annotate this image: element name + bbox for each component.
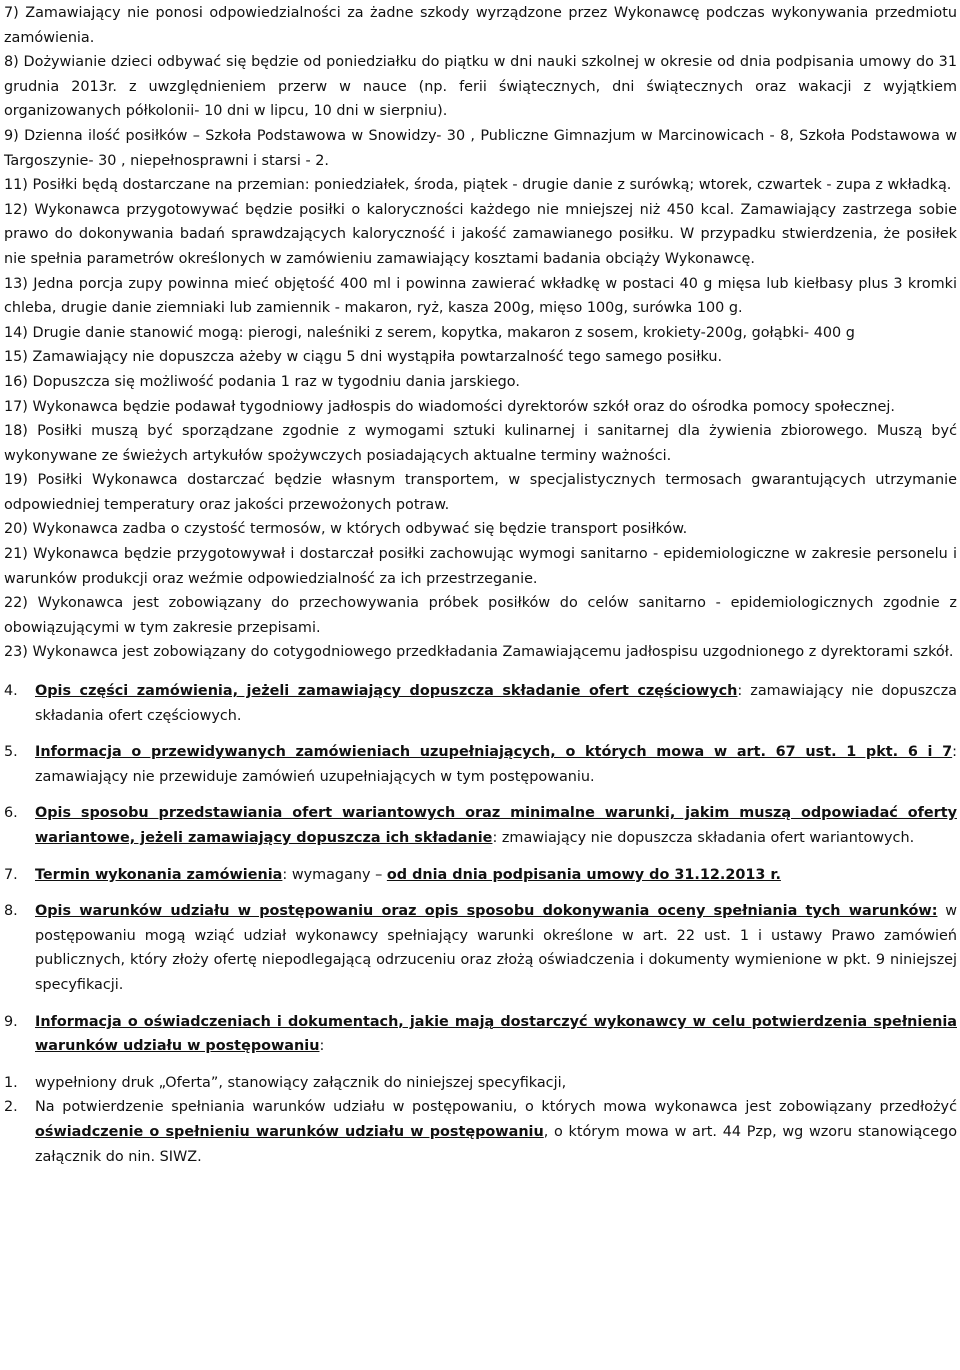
section-title: Termin wykonania zamówienia [35,866,283,883]
section-number: 8. [4,903,18,920]
list-item [4,1071,957,1096]
section-deadline: od dnia dnia podpisania umowy do 31.12.2013 r. [386,866,781,883]
section-4 [4,679,957,728]
list-text: wypełniony druk „Oferta”, stanowiący załącznik do niniejszej specyfikacji, [35,1074,567,1091]
section-title: Informacja o przewidywanych zamówieniach uzupełniających, o których mowa w art. 67 ust. 1 pkt. 6 i 7 [35,744,953,761]
paragraph-11: 11) Posiłki będą dostarczane na przemian: poniedziałek, środa, piątek - drugie danie z surówką; wtorek, czwartek - zupa z wkładką. [4,177,952,194]
list-number: 2. [4,1099,18,1116]
paragraph-12: 12) Wykonawca przygotowywać będzie posiłki o kaloryczności każdego nie mniejszej niż 450 kcal. Zamawiający zastrzega sobie prawo do dokonywania badań sprawdzających kaloryczność i jakość zamawianego posiłku. W przypadku stwierdzenia, że posiłek nie spełnia parametrów określonych w zamówieniu zamawiający kosztami badania obciąży Wykonawcę. [4,201,957,267]
section-title: Opis sposobu przedstawiania ofert wariantowych oraz minimalne warunki, jakim muszą odpowiadać oferty wariantowe, jeżeli zamawiający dopuszcza ich składanie [35,805,957,846]
paragraph-20: 20) Wykonawca zadba o czystość termosów, w których odbywać się będzie transport posiłków. [4,521,688,538]
section-text: : zamawiający nie przewiduje zamówień uzupełniających w tym postępowaniu. [35,744,957,785]
section-8 [4,899,957,997]
paragraph-23: 23) Wykonawca jest zobowiązany do cotygodniowego przedkładania Zamawiającemu jadłospisu uzgodnionego z dyrektorami szkół. [4,644,954,661]
section-9 [4,1010,957,1059]
list-item [4,1095,957,1169]
section-5 [4,740,957,789]
section-title: Opis warunków udziału w postępowaniu oraz opis sposobu dokonywania oceny spełniania tych warunków: [35,903,938,920]
list-text: Na potwierdzenie spełniania warunków udziału w postępowaniu, o których mowa wykonawca jest zobowiązany przedłożyć [35,1099,957,1116]
section-7 [4,863,957,888]
paragraph-21: 21) Wykonawca będzie przygotowywał i dostarczał posiłki zachowując wymogi sanitarno - epidemiologiczne w zakresie personelu i warunków produkcji oraz weźmie odpowiedzialność za ich przestrzeganie. [4,546,957,587]
section-title: Informacja o oświadczeniach i dokumentach, jakie mają dostarczyć wykonawcy w celu potwierdzenia spełnienia warunków udziału w postępowaniu [35,1013,957,1055]
section-text: : wymagany – [282,866,387,883]
paragraph-8: 8) Dożywianie dzieci odbywać się będzie od poniedziałku do piątku w dni nauki szkolnej w okresie od dnia podpisania umowy do 31 grudnia 2013r. z uwzględnieniem przerw w nauce (np. ferii świątecznych, dni świątecznych oraz wakacji z wyjątkiem organizowanych półkolonii- 10 dni w lipcu, 10 dni w sierpniu). [4,54,957,120]
section-6 [4,801,957,850]
paragraph-9: 9) Dzienna ilość posiłków – Szkoła Podstawowa w Snowidzy- 30 , Publiczne Gimnazjum w Marcinowicach - 8, Szkoła Podstawowa w Targoszynie- 30 , niepełnosprawni i starsi - 2. [4,127,957,169]
section-number: 6. [4,805,18,822]
list-text: , o którym mowa w art. 44 Pzp, wg wzoru stanowiącego załącznik do nin. SIWZ. [35,1123,958,1165]
paragraph-7: 7) Zamawiający nie ponosi odpowiedzialności za żadne szkody wyrządzone przez Wykonawcę podczas wykonywania przedmiotu zamówienia. [4,5,957,46]
section-text: w postępowaniu mogą wziąć udział wykonawcy spełniający warunki określone w art. 22 ust. 1 i ustawy Prawo zamówień publicznych, który złoży ofertę niepodlegającą odrzuceniu oraz złożą oświadczenia i dokumenty wymienione w pkt. 9 niniejszej specyfikacji. [35,903,957,993]
conditions-list [4,0,957,665]
paragraph-14: 14) Drugie danie stanowić mogą: pierogi, naleśniki z serem, kopytka, makaron z sosem, krokiety-200g, gołąbki- 400 g [4,324,855,341]
section-title: Opis części zamówienia, jeżeli zamawiający dopuszcza składanie ofert częściowych [35,683,738,700]
section-number: 4. [4,683,18,700]
list-bold-text: oświadczenie o spełnieniu warunków udziału w postępowaniu [35,1123,544,1140]
paragraph-19: 19) Posiłki Wykonawca dostarczać będzie własnym transportem, w specjalistycznych termosach gwarantujących utrzymanie odpowiedniej temperatury oraz jakości przewożonych potraw. [4,472,957,513]
paragraph-18: 18) Posiłki muszą być sporządzane zgodnie z wymogami sztuki kulinarnej i sanitarnej dla żywienia zbiorowego. Muszą być wykonywane ze świeżych artykułów spożywczych posiadających aktualne terminy ważności. [4,423,957,464]
section-number: 5. [4,744,18,761]
section-number: 7. [4,866,18,883]
section-text: : [319,1038,325,1055]
paragraph-16: 16) Dopuszcza się możliwość podania 1 raz w tygodniu dania jarskiego. [4,373,520,390]
section-text: : zamawiający nie dopuszcza składania ofert częściowych. [35,683,957,724]
section-text: : zmawiający nie dopuszcza składania ofert wariantowych. [492,830,915,846]
paragraph-17: 17) Wykonawca będzie podawał tygodniowy jadłospis do wiadomości dyrektorów szkół oraz do ośrodka pomocy społecznej. [4,398,895,415]
list-number: 1. [4,1074,18,1091]
paragraph-13: 13) Jedna porcja zupy powinna mieć objętość 400 ml i powinna zawierać wkładkę w postaci 40 g mięsa lub kiełbasy plus 3 kromki chleba, drugie danie ziemniaki lub zamiennik - makaron, ryż, kasza 200g, mięso 100g, surówka 100 g. [4,275,957,317]
paragraph-22: 22) Wykonawca jest zobowiązany do przechowywania próbek posiłków do celów sanitarno - epidemiologicznych zgodnie z obowiązującymi w tym zakresie przepisami. [4,595,957,636]
section-number: 9. [4,1013,18,1030]
paragraph-15: 15) Zamawiający nie dopuszcza ażeby w ciągu 5 dni wystąpiła powtarzalność tego samego posiłku. [4,349,723,366]
